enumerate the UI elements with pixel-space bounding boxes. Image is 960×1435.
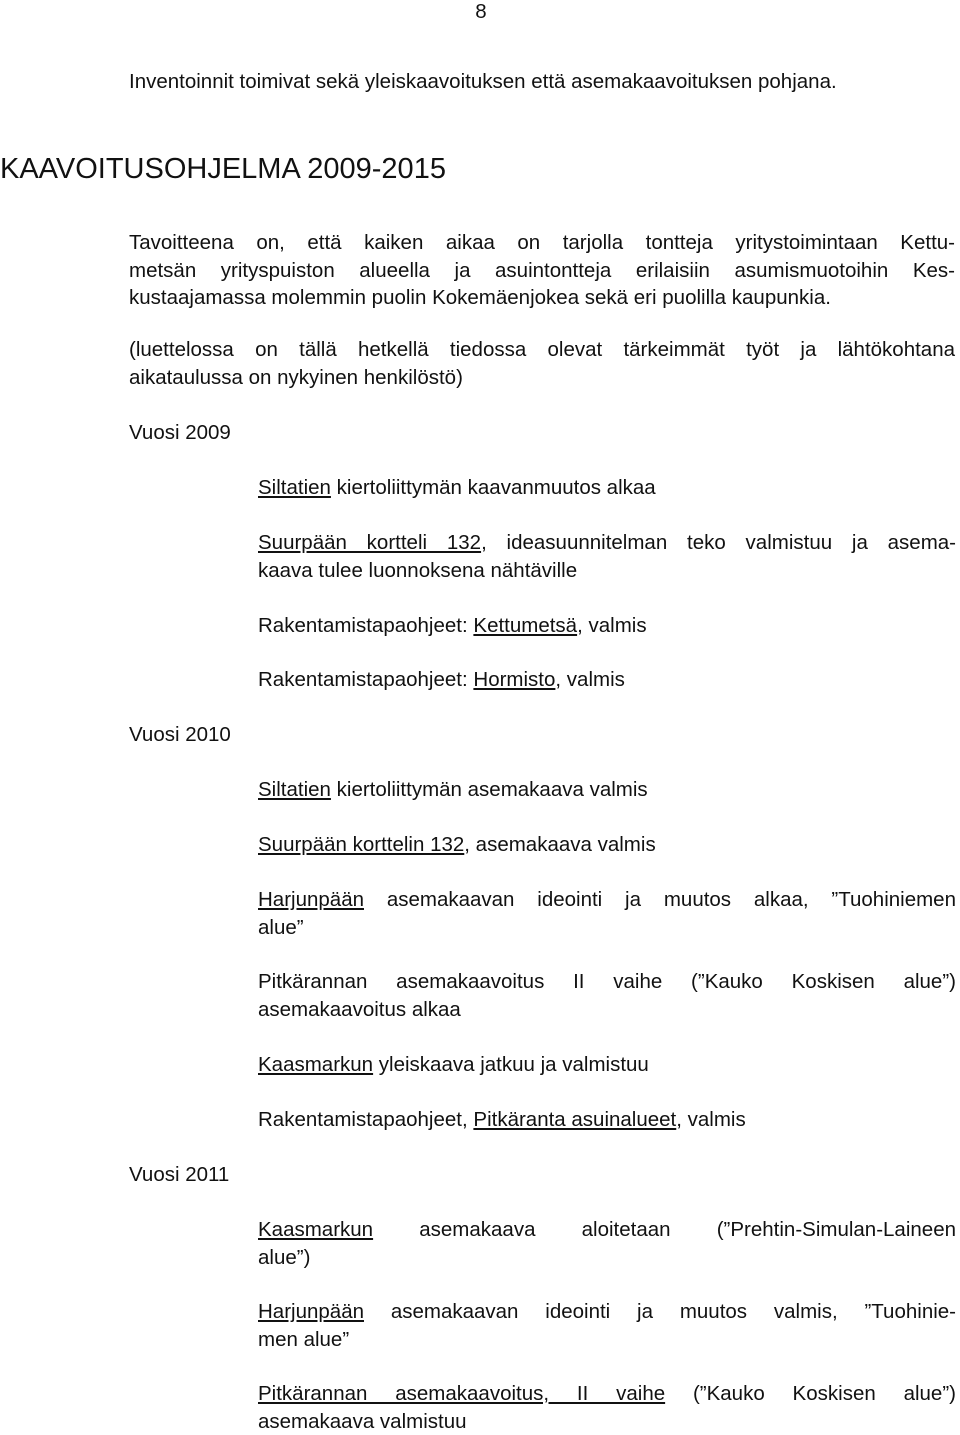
item-text: kiertoliittymän asemakaava valmis: [331, 778, 648, 801]
intro-text: Inventoinnit toimivat sekä yleiskaavoituksen että asemakaavoituksen pohjana.: [129, 68, 837, 96]
item-line: [258, 1051, 956, 1079]
schedule-item: [258, 529, 956, 584]
schedule-item: [258, 666, 956, 694]
item-line: alue”: [258, 914, 956, 942]
year-heading-2010: Vuosi 2010: [129, 721, 231, 749]
place-name: Kaasmarkun: [258, 1218, 373, 1241]
item-line: [258, 1106, 956, 1134]
schedule-item: [258, 968, 956, 1023]
place-name: Harjunpään: [258, 888, 364, 911]
item-line: asemakaavoitus alkaa: [258, 996, 956, 1024]
schedule-item: [258, 776, 956, 804]
place-name: Kaasmarkun: [258, 1053, 373, 1076]
place-name: Hormisto: [473, 668, 555, 691]
place-name: Kettumetsä: [473, 614, 577, 637]
place-name: Siltatien: [258, 476, 331, 499]
item-text: , valmis: [555, 668, 624, 691]
item-line: [258, 886, 956, 914]
place-name: Suurpään kortteli 132: [258, 531, 481, 554]
item-text: , valmis: [577, 614, 646, 637]
schedule-item: [258, 1298, 956, 1353]
item-text: Rakentamistapaohjeet,: [258, 1108, 473, 1131]
place-name: Harjunpään: [258, 1300, 364, 1323]
item-text: asemakaava aloitetaan (”Prehtin-Simulan-Laineen: [373, 1218, 956, 1241]
item-line: asemakaava valmistuu: [258, 1408, 956, 1435]
item-text: asemakaavan ideointi ja muutos alkaa, ”Tuohiniemen: [364, 888, 956, 911]
item-line: [258, 1298, 956, 1326]
goal-line: metsän yrityspuiston alueella ja asuintontteja erilaisiin asumismuotoihin Kes-: [129, 257, 955, 285]
item-line: [258, 1380, 956, 1408]
place-name: Suurpään korttelin 132: [258, 833, 464, 856]
item-line: [258, 776, 956, 804]
schedule-item: [258, 1051, 956, 1079]
goal-line: Tavoitteena on, että kaiken aikaa on tarjolla tontteja yritystoimintaan Kettu-: [129, 229, 955, 257]
item-line: Pitkärannan asemakaavoitus II vaihe (”Kauko Koskisen alue”): [258, 968, 956, 996]
section-heading: KAAVOITUSOHJELMA 2009-2015: [0, 151, 446, 187]
item-line: [258, 612, 956, 640]
item-text: asemakaavan ideointi ja muutos valmis, ”Tuohinie-: [364, 1300, 956, 1323]
item-line: [258, 666, 956, 694]
page-number: 8: [471, 0, 491, 26]
item-text: Rakentamistapaohjeet:: [258, 668, 473, 691]
item-line: [258, 474, 956, 502]
place-name: Pitkäranta asuinalueet: [473, 1108, 676, 1131]
goal-paragraph: [129, 229, 955, 312]
item-text: Rakentamistapaohjeet:: [258, 614, 473, 637]
note-line: aikataulussa on nykyinen henkilöstö): [129, 364, 955, 392]
goal-line: kustaajamassa molemmin puolin Kokemäenjokea sekä eri puolilla kaupunkia.: [129, 284, 955, 312]
item-line: alue”): [258, 1244, 956, 1272]
item-text: , asemakaava valmis: [464, 833, 655, 856]
place-name: Siltatien: [258, 778, 331, 801]
schedule-item: [258, 831, 956, 859]
schedule-item: [258, 612, 956, 640]
year-heading-2011: Vuosi 2011: [129, 1161, 229, 1189]
item-line: [258, 1216, 956, 1244]
schedule-item: [258, 1106, 956, 1134]
place-name: Pitkärannan asemakaavoitus, II vaihe: [258, 1382, 665, 1405]
item-text: (”Kauko Koskisen alue”): [665, 1382, 956, 1405]
schedule-item: [258, 1216, 956, 1271]
item-text: kiertoliittymän kaavanmuutos alkaa: [331, 476, 656, 499]
schedule-item: [258, 1380, 956, 1435]
year-heading-2009: Vuosi 2009: [129, 419, 231, 447]
item-line: men alue”: [258, 1326, 956, 1354]
item-line: kaava tulee luonnoksena nähtäville: [258, 557, 956, 585]
item-line: [258, 831, 956, 859]
note-line: (luettelossa on tällä hetkellä tiedossa olevat tärkeimmät työt ja lähtökohtana: [129, 336, 955, 364]
note-paragraph: [129, 336, 955, 391]
item-text: , valmis: [676, 1108, 745, 1131]
item-text: , ideasuunnitelman teko valmistuu ja asema-: [481, 531, 956, 554]
item-text: yleiskaava jatkuu ja valmistuu: [373, 1053, 649, 1076]
item-line: [258, 529, 956, 557]
schedule-item: [258, 886, 956, 941]
schedule-item: [258, 474, 956, 502]
